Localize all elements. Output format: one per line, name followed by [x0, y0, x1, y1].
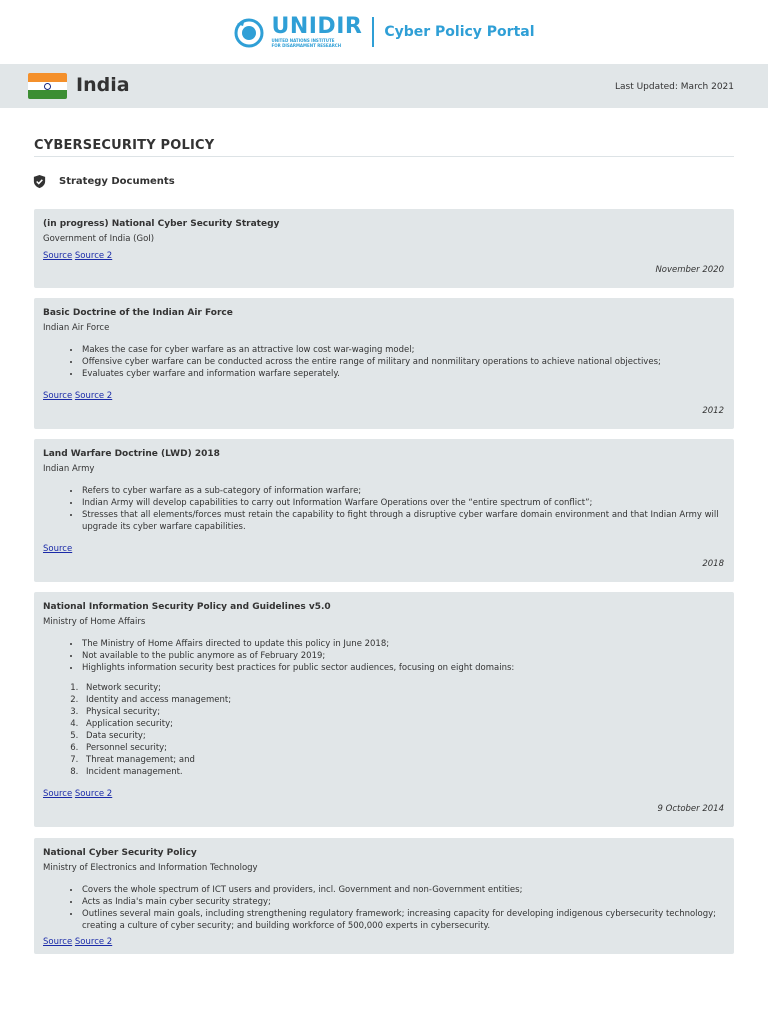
india-flag-icon	[28, 73, 67, 99]
source-2-link[interactable]: Source 2	[74, 789, 113, 799]
document-date: November 2020	[655, 265, 724, 275]
document-title: National Information Security Policy and Guidelines v5.0	[43, 602, 331, 612]
document-card	[34, 838, 734, 954]
bullet-item: • Makes the case for cyber warfare as an attractive low cost war-waging model;	[81, 344, 725, 356]
source-link[interactable]: Source	[43, 544, 73, 554]
document-date: 2018	[702, 559, 724, 569]
source-link[interactable]: Source	[43, 937, 73, 947]
document-links	[43, 936, 725, 948]
unidir-logo-icon	[233, 16, 265, 48]
source-2-link[interactable]: Source 2	[74, 391, 113, 401]
bullet-item: • Covers the whole spectrum of ICT users and providers, incl. Government and non-Government entities;	[81, 884, 725, 896]
document-organization: Ministry of Home Affairs	[43, 617, 146, 627]
document-numbered-list	[81, 682, 725, 778]
country-bar	[0, 64, 768, 108]
numbered-item: 8. Incident management.	[81, 766, 725, 778]
document-links	[43, 788, 725, 800]
numbered-item: 6. Personnel security;	[81, 742, 725, 754]
source-2-link[interactable]: Source 2	[74, 937, 113, 947]
document-title: Basic Doctrine of the Indian Air Force	[43, 308, 233, 318]
unidir-brand[interactable]	[233, 16, 534, 48]
bullet-item: • Stresses that all elements/forces must retain the capability to fight through a disruptive cyber warfare domain environment and that Indian Army will upgrade its cyber warfare capabilities.	[81, 509, 725, 533]
strategy-documents-label: Strategy Documents	[59, 176, 175, 187]
bullet-item: • Offensive cyber warfare can be conducted across the entire range of military and nonmilitary operations to achieve national objectives;	[81, 356, 725, 368]
source-link[interactable]: Source	[43, 391, 73, 401]
shield-check-icon	[32, 174, 47, 189]
document-organization: Ministry of Electronics and Information Technology	[43, 863, 258, 873]
document-card	[34, 209, 734, 288]
document-title: Land Warfare Doctrine (LWD) 2018	[43, 449, 220, 459]
numbered-item: 3. Physical security;	[81, 706, 725, 718]
strategy-documents-heading	[32, 174, 175, 189]
document-organization: Indian Air Force	[43, 323, 110, 333]
bullet-item: • Not available to the public anymore as of February 2019;	[81, 650, 725, 662]
bullet-item: • Refers to cyber warfare as a sub-category of information warfare;	[81, 485, 725, 497]
document-bullets	[81, 344, 725, 380]
document-links	[43, 390, 725, 402]
numbered-item: 5. Data security;	[81, 730, 725, 742]
unidir-sub-line1: UNITED NATIONS INSTITUTE	[271, 38, 335, 43]
document-title: National Cyber Security Policy	[43, 848, 197, 858]
document-bullets	[81, 638, 725, 674]
document-links	[43, 250, 725, 262]
document-bullets	[81, 884, 725, 932]
numbered-item: 7. Threat management; and	[81, 754, 725, 766]
bullet-item: • Indian Army will develop capabilities to carry out Information Warfare Operations over the “entire spectrum of conflict”;	[81, 497, 725, 509]
last-updated: Last Updated: March 2021	[614, 82, 734, 92]
document-date: 9 October 2014	[657, 804, 724, 814]
numbered-item: 2. Identity and access management;	[81, 694, 725, 706]
numbered-item: 1. Network security;	[81, 682, 725, 694]
document-title: (in progress) National Cyber Security Strategy	[43, 219, 280, 229]
unidir-sub-line2: FOR DISARMAMENT RESEARCH	[271, 43, 342, 48]
document-date: 2012	[702, 406, 724, 416]
top-header	[0, 0, 768, 64]
document-card	[34, 439, 734, 582]
bullet-item: • Evaluates cyber warfare and information warfare seperately.	[81, 368, 725, 380]
document-card	[34, 592, 734, 827]
portal-title[interactable]: Cyber Policy Portal	[384, 24, 535, 40]
section-divider	[34, 156, 734, 157]
source-link[interactable]: Source	[43, 789, 73, 799]
document-links	[43, 543, 725, 555]
country-name: India	[76, 74, 130, 96]
bullet-item: • Highlights information security best practices for public sector audiences, focusing on eight domains:	[81, 662, 725, 674]
numbered-item: 4. Application security;	[81, 718, 725, 730]
section-title: CYBERSECURITY POLICY	[34, 138, 215, 153]
document-bullets	[81, 485, 725, 533]
bullet-item: • Acts as India's main cyber security strategy;	[81, 896, 725, 908]
unidir-word: UNIDIR	[271, 14, 363, 39]
document-organization: Government of India (GoI)	[43, 234, 155, 244]
source-link[interactable]: Source	[43, 251, 73, 261]
bullet-item: • Outlines several main goals, including strengthening regulatory framework; increasing capacity for developing indigenous cybersecurity technology; creating a culture of cyber security; and building workforce of 500,000 experts in cybersecurity.	[81, 908, 725, 932]
unidir-wordmark	[271, 16, 362, 48]
source-2-link[interactable]: Source 2	[74, 251, 113, 261]
document-card	[34, 298, 734, 429]
document-organization: Indian Army	[43, 464, 95, 474]
bullet-item: • The Ministry of Home Affairs directed to update this policy in June 2018;	[81, 638, 725, 650]
logo-divider	[372, 17, 374, 47]
